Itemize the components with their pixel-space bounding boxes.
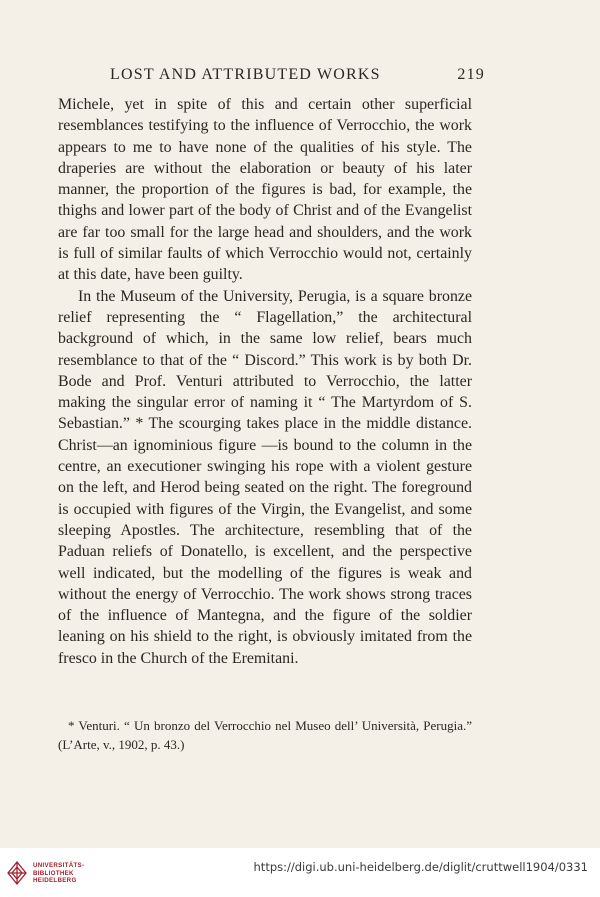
running-head-title: LOST AND ATTRIBUTED WORKS [110,66,381,83]
paragraph-2: In the Museum of the University, Perugia, is a square bronze relief representing the “ Flagellation,” the architectural background of which, in the same low relief, bears much resemblance to that of the “ Discord.” This work is by both Dr. Bode and Prof. Venturi attributed to Verrocchio, the latter making the singular error of naming it “ The Martyrdom of S. Sebastian.” * The scourging takes place in the middle distance. Christ—an ignominious figure —is bound to the column in the centre, an executioner swinging his rope with a violent gesture on the left, and Herod being seated on the right. The foreground is occupied with figures of the Virgin, the Evangelist, and some sleeping Apostles. The architecture, resembling that of the Paduan reliefs of Donatello, is excellent, and the perspective well indicated, but the modelling of the figures is weak and without the energy of Verrocchio. The work shows strong traces of the influence of Mantegna, and the figure of the soldier leaning on his shield to the right, is obviously imitated from the fresco in the Church of the Eremitani. [58,287,472,667]
library-logo[interactable] [6,856,86,890]
logo-line-1: UNIVERSITÄTS- [33,862,85,869]
footnote-text: * Venturi. “ Un bronzo del Verrocchio nel Museo dell’ Università, Perugia.” (L’Arte, v., 1902, p. 43.) [58,718,472,752]
paragraph-1: Michele, yet in spite of this and certain other superficial resemblances testifying to the influence of Verrocchio, the work appears to me to have none of the qualities of his style. The draperies are without the elaboration or beauty of his later manner, the proportion of the figures is bad, for example, the thighs and lower part of the body of Christ and of the Evangelist are far too small for the large head and shoulders, and the work is full of similar faults of which Verrocchio would not, certainly at this date, have been guilty. [58,96,472,284]
logo-line-2: BIBLIOTHEK [33,869,74,877]
page-number: 219 [457,66,485,83]
body-text [58,94,472,669]
library-emblem-icon [6,859,28,887]
logo-line-3: HEIDELBERG [33,877,77,885]
running-head [110,66,485,88]
source-url-link[interactable]: https://digi.ub.uni-heidelberg.de/diglit/cruttwell1904/0331 [253,860,588,874]
logo-text [33,862,84,885]
footnote [58,716,472,754]
viewer-footer [0,848,600,897]
